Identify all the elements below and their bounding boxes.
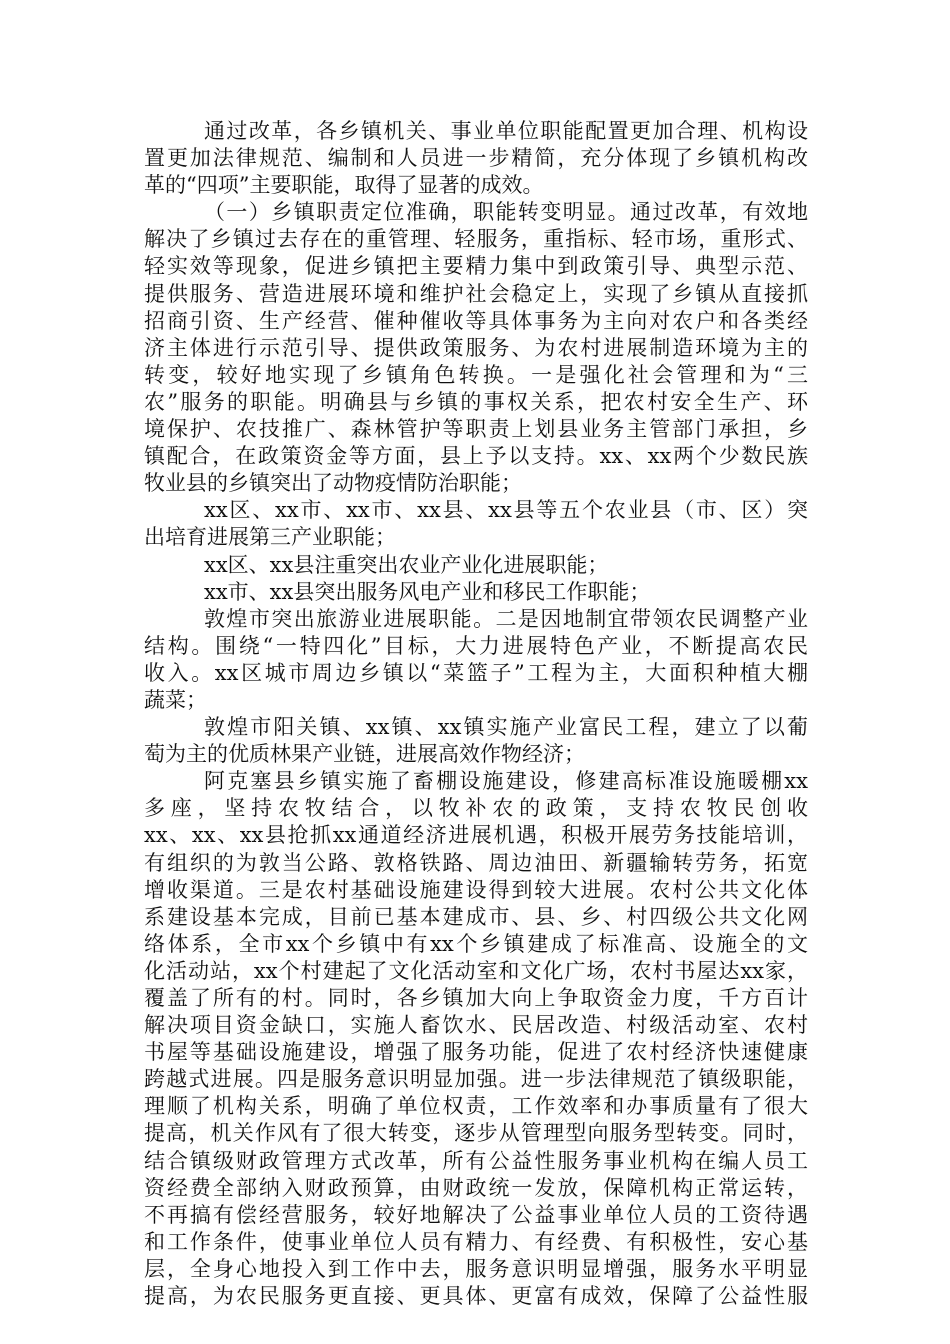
text-line: 结合镇级财政管理方式改革，所有公益性服务事业机构在编人员工: [144, 1148, 808, 1173]
text-line: 提供服务、营造进展环境和维护社会稳定上，实现了乡镇从直接抓: [144, 281, 808, 306]
text-line: 结构。围绕“一特四化”目标，大力进展特色产业，不断提高农民: [144, 633, 808, 658]
text-line: 敦煌市突出旅游业进展职能。二是因地制宜带领农民调整产业: [204, 606, 808, 631]
text-line: xx市、xx县突出服务风电产业和移民工作职能；: [204, 579, 651, 604]
text-line: 阿克塞县乡镇实施了畜棚设施建设，修建高标准设施暖棚xx: [204, 769, 808, 794]
text-line: 置更加法律规范、编制和人员进一步精简，充分体现了乡镇机构改: [144, 146, 808, 171]
text-line: 萄为主的优质林果产业链，进展高效作物经济；: [144, 742, 585, 767]
text-line: 蔬菜；: [144, 687, 207, 712]
text-line: 提高，为农民服务更直接、更具体、更富有成效，保障了公益性服: [144, 1284, 808, 1309]
text-line: 络体系，全市xx个乡镇中有xx个乡镇建成了标准高、设施全的文: [144, 931, 808, 956]
text-line: xx区、xx县注重突出农业产业化进展职能；: [204, 552, 609, 577]
text-line: 招商引资、生产经营、催种催收等具体事务为主向对农户和各类经: [144, 308, 808, 333]
text-line: 跨越式进展。四是服务意识明显加强。进一步法律规范了镇级职能，: [144, 1067, 808, 1092]
text-line: 书屋等基础设施建设，增强了服务功能，促进了农村经济快速健康: [144, 1040, 808, 1065]
text-line: 提高，机关作风有了很大转变，逐步从管理型向服务型转变。同时，: [144, 1121, 808, 1146]
text-line: 出培育进展第三产业职能；: [144, 525, 396, 550]
text-line: 镇配合，在政策资金等方面，县上予以支持。xx、xx两个少数民族: [144, 444, 808, 469]
text-line: 通过改革，各乡镇机关、事业单位职能配置更加合理、机构设: [204, 119, 808, 143]
text-line: xx、xx、xx县抢抓xx通道经济进展机遇，积极开展劳务技能培训，: [144, 823, 808, 848]
text-line: 理顺了机构关系，明确了单位权责，工作效率和办事质量有了很大: [144, 1094, 808, 1119]
text-line: 多座，坚持农牧结合，以牧补农的政策，支持农牧民创收: [144, 796, 808, 821]
text-line: 收入。xx区城市周边乡镇以“菜篮子”工程为主，大面积种植大棚: [144, 660, 808, 685]
text-line: xx区、xx市、xx市、xx县、xx县等五个农业县（市、区）突: [204, 498, 808, 523]
document-body: [144, 118, 808, 1310]
text-line: 增收渠道。三是农村基础设施建设得到较大进展。农村公共文化体: [144, 877, 808, 902]
text-line: 解决了乡镇过去存在的重管理、轻服务，重指标、轻市场，重形式、: [144, 227, 808, 252]
text-line: 境保护、农技推广、森林管护等职责上划县业务主管部门承担，乡: [144, 417, 808, 442]
text-line: 覆盖了所有的村。同时，各乡镇加大向上争取资金力度，千方百计: [144, 986, 808, 1010]
text-line: 有组织的为敦当公路、敦格铁路、周边油田、新疆输转劳务，拓宽: [144, 850, 808, 875]
text-line: 牧业县的乡镇突出了动物疫情防治职能；: [144, 471, 522, 496]
text-line: 系建设基本完成，目前已基本建成市、县、乡、村四级公共文化网: [144, 904, 808, 929]
text-line: 解决项目资金缺口，实施人畜饮水、民居改造、村级活动室、农村: [144, 1013, 808, 1038]
text-line: 化活动站，xx个村建起了文化活动室和文化广场，农村书屋达xx家，: [144, 958, 808, 983]
text-line: （一）乡镇职责定位准确，职能转变明显。通过改革，有效地: [204, 200, 808, 225]
text-line: 革的“四项”主要职能，取得了显著的成效。: [144, 173, 544, 198]
text-line: 层，全身心地投入到工作中去，服务意识明显增强，服务水平明显: [144, 1256, 808, 1281]
text-line: 转变，较好地实现了乡镇角色转换。一是强化社会管理和为“三: [144, 362, 808, 387]
text-line: 和工作条件，使事业单位人员有精力、有经费、有积极性，安心基: [144, 1229, 808, 1254]
text-line: 敦煌市阳关镇、xx镇、xx镇实施产业富民工程，建立了以葡: [204, 715, 808, 740]
text-line: 轻实效等现象，促进乡镇把主要精力集中到政策引导、典型示范、: [144, 254, 808, 279]
text-line: 资经费全部纳入财政预算，由财政统一发放，保障机构正常运转，: [144, 1175, 808, 1200]
text-line: 济主体进行示范引导、提供政策服务、为农村进展制造环境为主的: [144, 335, 808, 360]
text-line: 不再搞有偿经营服务，较好地解决了公益事业单位人员的工资待遇: [144, 1202, 808, 1227]
text-line: 农”服务的职能。明确县与乡镇的事权关系，把农村安全生产、环: [144, 389, 808, 414]
